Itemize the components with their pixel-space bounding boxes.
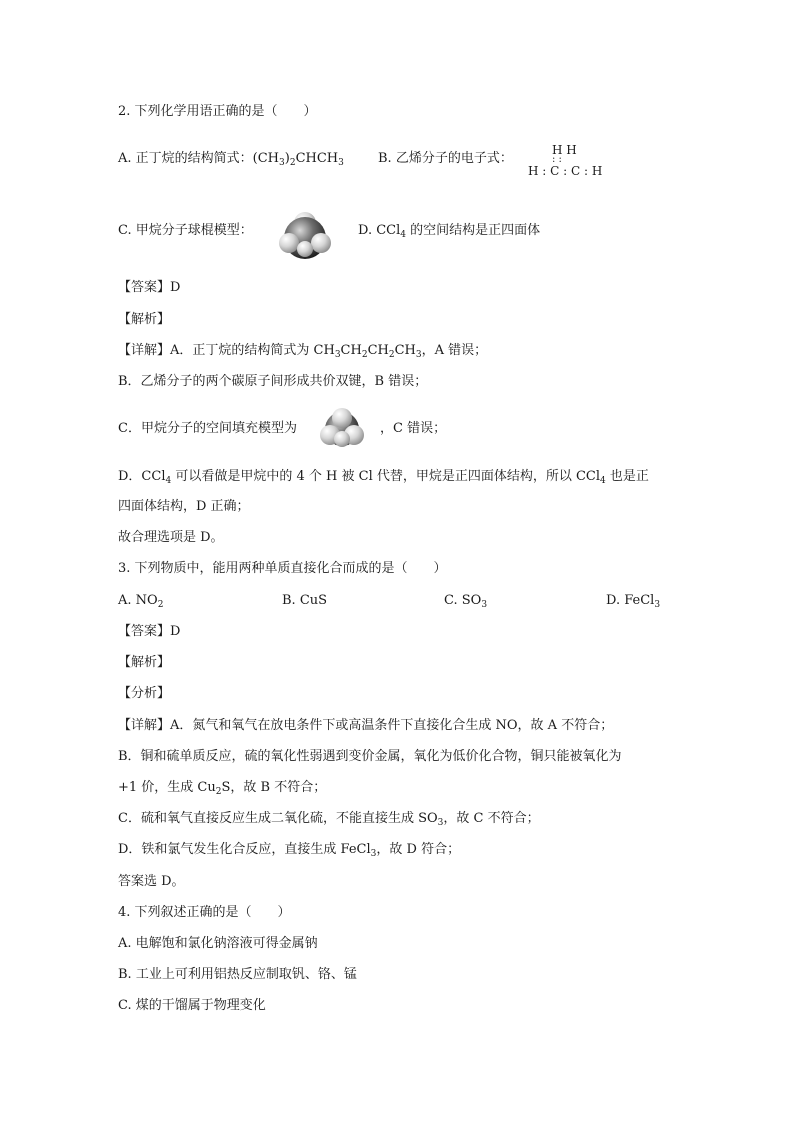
q3-option-d: D. FeCl$_3$ <box>606 593 661 610</box>
q2-answer: 【答案】D <box>118 280 181 295</box>
q4-option-b: B. 工业上可利用铝热反应制取钒、铬、锰 <box>118 967 357 982</box>
q2-detail-b: B．乙烯分子的两个碳原子间形成共价双键，B 错误； <box>118 374 428 389</box>
q4-stem: 4. 下列叙述正确的是（ ） <box>118 905 291 920</box>
q2-analysis: 【解析】 <box>118 312 171 327</box>
q2-option-b: B. 乙烯分子的电子式： <box>378 151 513 166</box>
ethylene-lewis-formula: H : C : C : H <box>528 164 603 178</box>
ethylene-lewis-dots: : : <box>552 154 562 165</box>
ethylene-lewis-top-h: H H <box>552 143 577 157</box>
q3-stem: 3. 下列物质中，能用两种单质直接化合而成的是（ ） <box>118 561 447 576</box>
q3-fenxi: 【分析】 <box>118 686 171 701</box>
q3-detail-b-line2: +1 价，生成 $Cu_2S$，故 B 不符合； <box>118 780 327 797</box>
q3-detail-a: 【详解】A．氮气和氧气在放电条件下或高温条件下直接化合生成 NO，故 A 不符合； <box>118 718 614 733</box>
q2-detail-d-line2: 四面体结构，D 正确； <box>118 499 250 514</box>
q2-detail-c-end: ，C 错误； <box>380 421 447 436</box>
q2-conclusion: 故合理选项是 D。 <box>118 530 224 545</box>
q3-detail-b-line1: B．铜和硫单质反应，硫的氧化性弱遇到变价金属，氧化为低价化合物，铜只能被氧化为 <box>118 749 622 764</box>
q2-option-a: A. 正丁烷的结构简式：$(CH_3)_2CHCH_3$ <box>118 151 344 168</box>
q3-option-b: B. CuS <box>282 593 328 608</box>
q3-analysis: 【解析】 <box>118 655 171 670</box>
q2-option-d: D. CCl$_4$ 的空间结构是正四面体 <box>358 223 541 240</box>
q3-detail-d: D．铁和氯气发生化合反应，直接生成 FeCl$_3$，故 D 符合； <box>118 842 461 859</box>
q3-answer: 【答案】D <box>118 624 181 639</box>
q4-option-a: A. 电解饱和氯化钠溶液可得金属钠 <box>118 936 318 951</box>
q4-option-c: C. 煤的干馏属于物理变化 <box>118 998 266 1013</box>
methane-model-icon <box>272 205 338 261</box>
methane-space-filling-icon <box>316 405 368 453</box>
q2-stem: 2. 下列化学用语正确的是（ ） <box>118 104 317 119</box>
q3-option-a: A. $NO_2$ <box>118 593 164 610</box>
q2-option-c: C. 甲烷分子球棍模型： <box>118 223 253 238</box>
q3-detail-c: C．硫和氧气直接反应生成二氧化硫，不能直接生成 $SO_3$，故 C 不符合； <box>118 811 540 828</box>
q3-option-c: C. $SO_3$ <box>444 593 488 610</box>
q2-detail-a: 【详解】A．正丁烷的结构简式为 $CH_3CH_2CH_2CH_3$，A 错误； <box>118 343 488 360</box>
q2-detail-c: C．甲烷分子的空间填充模型为 <box>118 421 297 436</box>
q2-detail-d-line1: D．CCl$_4$ 可以看做是甲烷中的 4 个 H 被 Cl 代替，甲烷是正四面体结构，所以 CCl$_4$ 也是正 <box>118 469 649 486</box>
q3-conclusion: 答案选 D。 <box>118 874 185 889</box>
